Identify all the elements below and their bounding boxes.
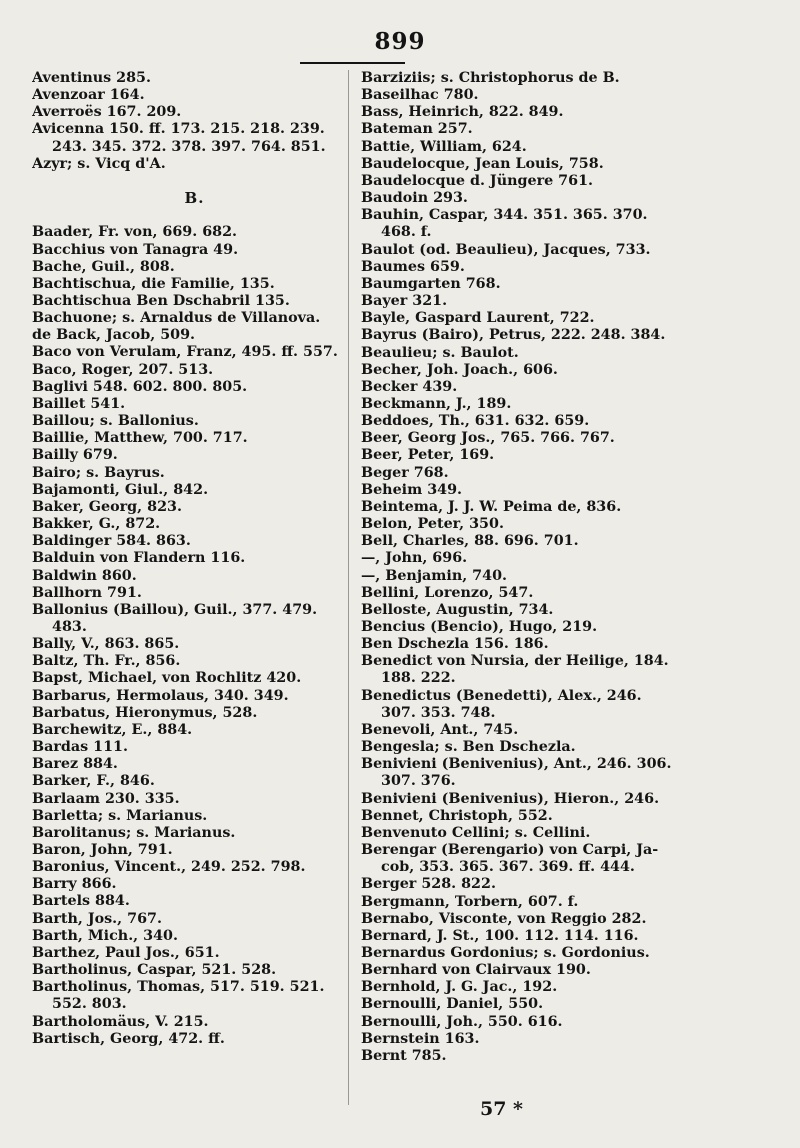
entry-line: Ballhorn 791. [32,584,142,601]
entry-line: Baumgarten 768. [361,275,501,292]
index-entry [32,87,357,104]
index-entry [32,979,357,1013]
index-entry [32,791,357,808]
entry-line: Becker 439. [361,378,458,395]
entry-line: Averroës 167. 209. [32,104,182,121]
index-entry [361,653,686,687]
index-entry [361,928,686,945]
index-entry [32,739,357,756]
index-entry [32,344,357,361]
entry-line: Baudelocque d. Jüngere 761. [361,172,593,189]
entry-line: Baldwin 860. [32,567,137,584]
entry-line: Beer, Peter, 169. [361,447,495,464]
index-entry [32,945,357,962]
index-entry [32,465,357,482]
index-entry [361,276,686,293]
entry-line: Baillet 541. [32,395,126,412]
index-entry [32,430,357,447]
index-entry [361,979,686,996]
entry-line: Barth, Mich., 340. [32,927,178,944]
index-entry [32,670,357,687]
index-entry [32,585,357,602]
entry-line: —, John, 696. [361,550,468,567]
index-entry [32,842,357,859]
index-entry [361,996,686,1013]
entry-line: Beintema, J. J. W. Peima de, 836. [361,498,622,515]
entry-line: Bernabo, Visconte, von Reggio 282. [361,910,647,927]
entry-line: Barolitanus; s. Marianus. [32,824,236,841]
entry-line: Bache, Guil., 808. [32,258,175,275]
index-entry [32,104,357,121]
entry-line: Bencius (Bencio), Hugo, 219. [361,619,598,635]
entry-line: Baronius, Vincent., 249. 252. 798. [32,859,306,876]
entry-line: Barziziis; s. Christophorus de B. [361,70,620,86]
index-entry [32,893,357,910]
entry-line: Barez 884. [32,756,118,773]
index-entry [32,533,357,550]
index-entry [361,259,686,276]
entry-line: Bartels 884. [32,893,130,910]
index-entry [32,773,357,790]
entry-line: Baader, Fr. von, 669. 682. [32,224,238,241]
index-entry [32,156,357,173]
entry-line: Baldinger 584. 863. [32,533,191,550]
entry-line: Bateman 257. [361,121,473,138]
column-divider [348,70,349,1105]
entry-line: Bass, Heinrich, 822. 849. [361,104,564,121]
index-entry [32,396,357,413]
entry-line: Bernoulli, Daniel, 550. [361,996,544,1013]
entry-line: Bernardus Gordonius; s. Gordonius. [361,944,650,961]
entry-line: Bernt 785. [361,1047,447,1064]
index-entry [32,568,357,585]
entry-line: Barchewitz, E., 884. [32,721,193,738]
entry-line: Avicenna 150. ff. 173. 215. 218. 239. [32,121,325,138]
entry-line: Baillou; s. Ballonius. [32,413,199,430]
entry-line: Barlaam 230. 335. [32,790,180,807]
index-entry [32,276,357,293]
entry-line: Barthez, Paul Jos., 651. [32,944,220,961]
page-number: 899 [374,28,426,55]
index-entry [32,413,357,430]
index-entry [361,945,686,962]
entry-line: Aventinus 285. [32,70,151,86]
entry-continuation-line: 188. 222. [381,670,456,687]
index-entry [361,482,686,499]
index-entry [361,327,686,344]
index-entry [32,121,357,155]
index-entry [361,362,686,379]
index-entry [361,516,686,533]
entry-line: Baumes 659. [361,258,465,275]
entry-line: Barry 866. [32,876,117,893]
entry-line: Benedict von Nursia, der Heilige, 184. [361,653,669,670]
entry-continuation-line: 483. [52,618,87,635]
index-entry [32,70,357,87]
entry-line: Baron, John, 791. [32,842,173,858]
entry-line: Ben Dschezla 156. 186. [361,636,549,653]
entry-line: Berger 528. 822. [361,876,496,893]
entry-line: Bacchius von Tanagra 49. [32,241,239,258]
entry-line: Bartholinus, Thomas, 517. 519. 521. [32,979,325,996]
index-entry [32,688,357,705]
index-entry [361,413,686,430]
entry-line: Bailly 679. [32,447,118,464]
index-entry [32,242,357,259]
entry-line: Ballonius (Baillou), Guil., 377. 479. [32,601,318,618]
entry-line: Bayrus (Bairo), Petrus, 222. 248. 384. [361,327,666,344]
entry-line: Bergmann, Torbern, 607. f. [361,893,579,910]
index-entry [32,825,357,842]
entry-line: Bartholomäus, V. 215. [32,1013,209,1030]
entry-line: Baulot (od. Beaulieu), Jacques, 733. [361,241,651,258]
entry-line: Baudelocque, Jean Louis, 758. [361,155,604,172]
index-entry [361,447,686,464]
entry-line: Beaulieu; s. Baulot. [361,344,519,361]
entry-line: Benevoli, Ant., 745. [361,721,519,738]
index-entry [32,482,357,499]
entry-line: Baker, Georg, 823. [32,498,182,515]
index-entry [361,499,686,516]
index-entry [361,310,686,327]
entry-line: Bernoulli, Joh., 550. 616. [361,1013,563,1030]
index-entry [361,688,686,722]
index-entry [32,911,357,928]
index-entry [32,859,357,876]
entry-line: Bajamonti, Giul., 842. [32,481,209,498]
entry-continuation-line: 552. 803. [52,996,127,1013]
index-entry [361,396,686,413]
entry-line: Berengar (Berengario) von Carpi, Ja- [361,842,659,859]
entry-line: Baglivi 548. 602. 800. 805. [32,378,248,395]
index-entry [32,705,357,722]
entry-line: Benedictus (Benedetti), Alex., 246. [361,687,642,704]
entry-line: Baltz, Th. Fr., 856. [32,653,181,670]
entry-line: Bally, V., 863. 865. [32,636,180,653]
index-entry [361,207,686,241]
entry-continuation-line: 468. f. [381,224,432,241]
entry-line: Bartholinus, Caspar, 521. 528. [32,962,277,979]
entry-line: Benivieni (Benivenius), Hieron., 246. [361,790,660,807]
entry-line: Bauhin, Caspar, 344. 351. 365. 370. [361,207,648,224]
entry-continuation-line: 307. 353. 748. [381,704,496,721]
index-entry [361,533,686,550]
index-entry [361,962,686,979]
entry-continuation-line: 243. 345. 372. 378. 397. 764. 851. [52,138,326,155]
index-entry [361,550,686,567]
index-entry [32,808,357,825]
entry-line: Bernhold, J. G. Jac., 192. [361,979,558,996]
entry-line: Bell, Charles, 88. 696. 701. [361,533,579,550]
entry-line: Belon, Peter, 350. [361,516,504,533]
entry-line: Bernard, J. St., 100. 112. 114. 116. [361,927,639,944]
left-column-top-entries [32,70,357,173]
entry-line: Bennet, Christoph, 552. [361,807,553,824]
entry-line: Beger 768. [361,464,449,481]
index-entry [361,104,686,121]
entry-line: Avenzoar 164. [32,87,145,104]
index-entry [361,242,686,259]
entry-line: Battie, William, 624. [361,138,527,155]
entry-line: Barker, F., 846. [32,773,155,790]
index-entry [361,293,686,310]
index-entry [361,894,686,911]
index-entry [32,962,357,979]
entry-line: Beckmann, J., 189. [361,395,512,412]
index-entry [361,585,686,602]
index-entry [361,602,686,619]
entry-line: Bapst, Michael, von Rochlitz 420. [32,670,302,687]
index-entry [32,602,357,636]
index-entry [361,808,686,825]
index-entry [32,447,357,464]
entry-line: Bardas 111. [32,739,128,756]
entry-line: Bellini, Lorenzo, 547. [361,584,534,601]
index-entry [361,345,686,362]
index-entry [361,791,686,808]
index-entry [32,653,357,670]
entry-line: Baseilhac 780. [361,87,479,104]
index-entry [361,190,686,207]
entry-line: Beheim 349. [361,481,463,498]
entry-line: Belloste, Augustin, 734. [361,601,554,618]
index-entry [32,259,357,276]
section-heading: B. [184,189,205,208]
index-entry [32,550,357,567]
index-entry [32,876,357,893]
index-entry [32,636,357,653]
entry-line: Bachtischua, die Familie, 135. [32,275,275,292]
left-column-b-entries [32,224,357,1048]
index-entry [32,756,357,773]
entry-line: Barth, Jos., 767. [32,910,162,927]
index-entry [361,911,686,928]
entry-line: Baco, Roger, 207. 513. [32,361,214,378]
index-entry [32,722,357,739]
entry-line: Bayer 321. [361,293,448,310]
entry-line: Beer, Georg Jos., 765. 766. 767. [361,430,615,447]
entry-line: Baudoin 293. [361,190,468,207]
entry-line: Beddoes, Th., 631. 632. 659. [361,413,590,430]
index-entry [361,568,686,585]
right-column [361,70,686,1065]
entry-line: Bachuone; s. Arnaldus de Villanova. [32,310,321,327]
entry-line: Baillie, Matthew, 700. 717. [32,430,248,447]
entry-line: Bachtischua Ben Dschabril 135. [32,293,290,309]
entry-line: Bairo; s. Bayrus. [32,464,165,481]
right-column-entries [361,70,686,1065]
left-column [32,70,357,1048]
index-entry [32,293,357,310]
index-entry [361,722,686,739]
index-entry [361,121,686,138]
entry-line: Benivieni (Benivenius), Ant., 246. 306. [361,756,672,773]
entry-line: Benvenuto Cellini; s. Cellini. [361,824,591,841]
index-entry [361,87,686,104]
entry-line: Baco von Verulam, Franz, 495. ff. 557. [32,344,338,361]
index-entry [361,756,686,790]
entry-line: Bakker, G., 872. [32,516,161,533]
index-entry [32,499,357,516]
index-entry [32,310,357,327]
index-entry [361,1048,686,1065]
index-entry [361,1031,686,1048]
entry-line: Azyr; s. Vicq d'A. [32,155,166,172]
entry-line: Bernstein 163. [361,1030,480,1047]
index-entry [361,842,686,876]
index-entry [32,362,357,379]
index-entry [361,619,686,636]
index-entry [361,825,686,842]
entry-line: Balduin von Flandern 116. [32,550,246,567]
index-entry [32,1031,357,1048]
entry-line: Bartisch, Georg, 472. ff. [32,1030,225,1047]
index-entry [361,876,686,893]
index-entry [361,139,686,156]
signature-mark: 57 * [480,1098,523,1120]
index-entry [32,1014,357,1031]
header-rule [300,62,405,64]
entry-line: —, Benjamin, 740. [361,567,507,584]
index-entry [361,465,686,482]
entry-line: Barbatus, Hieronymus, 528. [32,704,258,721]
entry-line: Barletta; s. Marianus. [32,807,208,824]
index-entry [32,516,357,533]
entry-line: Bengesla; s. Ben Dschezla. [361,739,576,756]
entry-line: Barbarus, Hermolaus, 340. 349. [32,687,289,704]
entry-line: Bayle, Gaspard Laurent, 722. [361,310,595,327]
entry-line: Becher, Joh. Joach., 606. [361,361,558,378]
entry-continuation-line: cob, 353. 365. 367. 369. ff. 444. [381,859,635,876]
index-entry [32,327,357,344]
entry-continuation-line: 307. 376. [381,773,456,790]
index-entry [361,739,686,756]
entry-line: de Back, Jacob, 509. [32,327,196,344]
index-entry [361,430,686,447]
index-entry [361,379,686,396]
index-entry [361,1014,686,1031]
index-entry [361,636,686,653]
index-entry [32,928,357,945]
index-entry [32,224,357,241]
index-entry [361,70,686,87]
index-entry [361,173,686,190]
index-entry [32,379,357,396]
index-entry [361,156,686,173]
entry-line: Bernhard von Clairvaux 190. [361,962,591,979]
